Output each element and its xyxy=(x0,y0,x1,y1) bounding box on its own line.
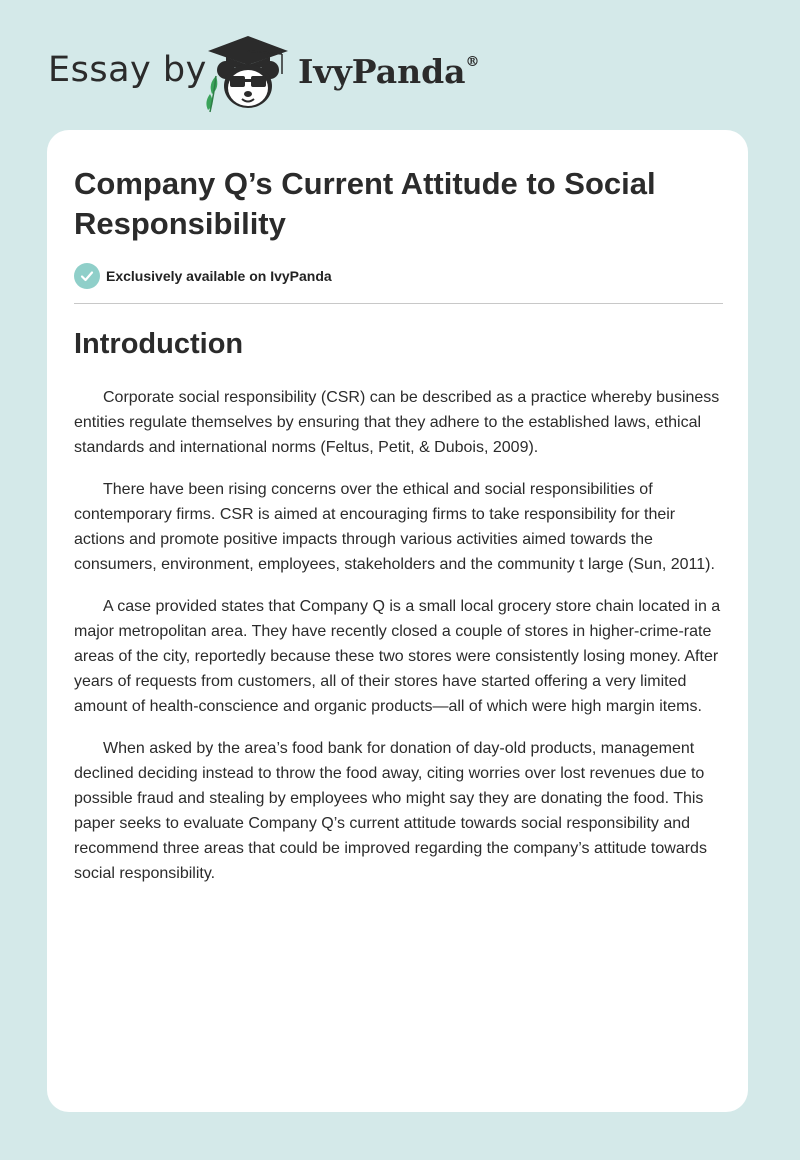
check-circle-icon xyxy=(74,263,100,289)
brand-header xyxy=(48,34,488,114)
paragraph: A case provided states that Company Q is a small local grocery store chain located in a major metropolitan area. They have recently closed a couple of stores in higher-crime-rate areas of the city, reportedly because these two stores were consistently losing money. After years of requests from customers, all of their stores have started offering a very limited amount of health-conscience and organic products—all of which were high margin items. xyxy=(74,598,721,715)
brand-prefix: Essay by xyxy=(48,50,207,90)
paragraph: There have been rising concerns over the ethical and social responsibilities of contemporary firms. CSR is aimed at encouraging firms to take responsibility for their actions and promote positive impacts through various activities aimed towards the consumers, environment, employees, stakeholders and the community t large (Sun, 2011). xyxy=(74,481,715,573)
brand-name-text: IvyPanda xyxy=(298,52,466,91)
exclusive-label: Exclusively available on IvyPanda xyxy=(106,268,332,284)
article-body xyxy=(74,385,724,903)
paragraph: Corporate social responsibility (CSR) can be described as a practice whereby business entities regulate themselves by ensuring that they adhere to the established laws, ethical standards and international norms (Feltus, Petit, & Dubois, 2009). xyxy=(74,389,720,456)
exclusive-badge xyxy=(74,262,332,290)
registered-mark: ® xyxy=(465,54,480,70)
panda-graduate-logo-icon[interactable] xyxy=(202,34,294,114)
section-heading-introduction: Introduction xyxy=(74,328,244,360)
article-card xyxy=(47,130,748,1112)
article-title: Company Q’s Current Attitude to Social Responsibility xyxy=(74,166,656,241)
title-divider xyxy=(74,303,723,304)
brand-name[interactable] xyxy=(298,52,480,91)
paragraph: When asked by the area’s food bank for donation of day-old products, management declined deciding instead to throw the food away, citing worries over lost revenues due to possible fraud and stealing by employees who might say they are donating the food. This paper seeks to evaluate Company Q’s current attitude towards social responsibility and recommend three areas that could be improved regarding the company’s attitude towards social responsibility. xyxy=(74,740,707,882)
